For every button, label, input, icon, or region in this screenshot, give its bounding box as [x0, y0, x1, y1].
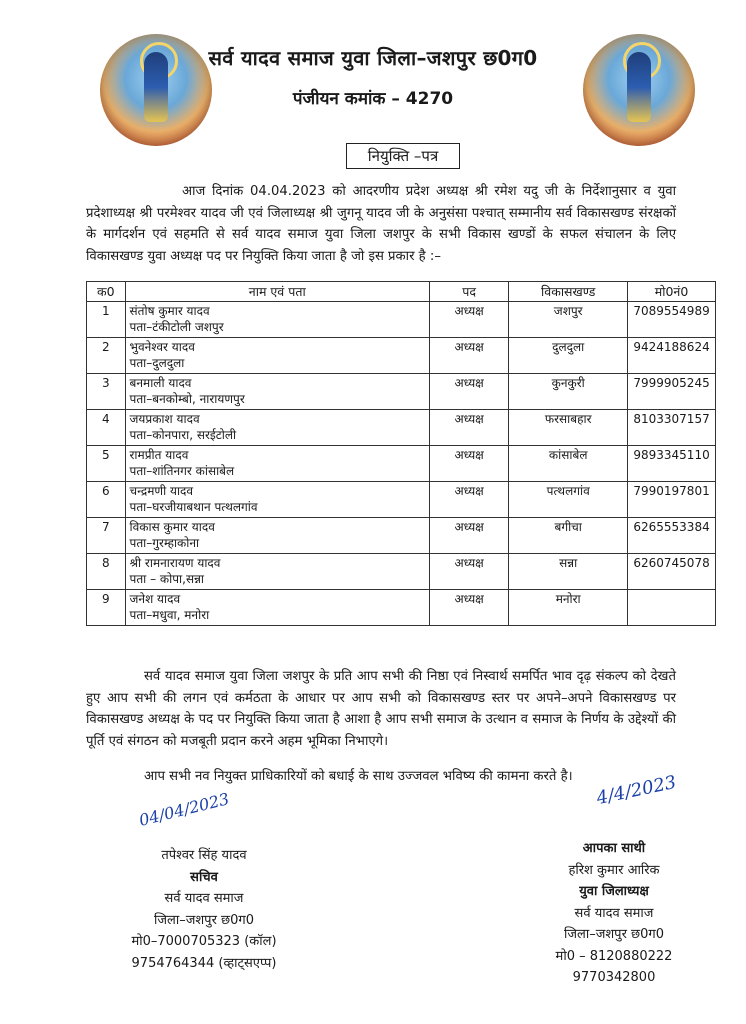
cell-block: कुनकुरी — [509, 374, 628, 410]
signatory-phone-whatsapp: 9754764344 (व्हाट्सएप्प) — [131, 955, 277, 971]
appointee-name: संतोष कुमार यादव — [129, 304, 210, 318]
cell-serial: 1 — [87, 302, 126, 338]
appointee-name: श्री रामनारायण यादव — [129, 556, 221, 570]
table-row — [87, 518, 716, 554]
cell-mobile: 6260745078 — [628, 554, 716, 590]
appointee-name: रामप्रीत यादव — [129, 448, 189, 462]
signatory-phone-1: मो0 – 8120880222 — [555, 948, 673, 964]
cell-post: अध्यक्ष — [429, 338, 508, 374]
appointee-name: भुवनेश्वर यादव — [129, 340, 195, 354]
cell-serial: 7 — [87, 518, 126, 554]
signatory-district: जिला–जशपुर छ0ग0 — [154, 912, 254, 928]
cell-mobile: 9424188624 — [628, 338, 716, 374]
signatory-phone-call: मो0–7000705323 (कॉल) — [131, 934, 277, 949]
cell-name-address — [125, 554, 429, 590]
cell-mobile: 7999905245 — [628, 374, 716, 410]
cell-mobile: 6265553384 — [628, 518, 716, 554]
table-row — [87, 590, 716, 626]
cell-mobile: 9893345110 — [628, 446, 716, 482]
appointee-address: पता–दुलदुला — [129, 356, 185, 370]
appointee-table — [86, 281, 716, 626]
cell-post: अध्यक्ष — [429, 482, 508, 518]
signatory-phone-2: 9770342800 — [572, 970, 656, 985]
cell-block: सन्ना — [509, 554, 628, 590]
handwritten-signature-left: 04/04/2023 — [137, 789, 232, 830]
letterhead-title: सर्व यादव समाज युवा जिला–जशपुर छ0ग0 — [208, 46, 538, 70]
cell-mobile: 7089554989 — [628, 302, 716, 338]
intro-paragraph: आज दिनांक 04.04.2023 को आदरणीय प्रदेश अध्यक्ष श्री रमेश यदु जी के निर्देशानुसार व युवा प्रदेशाध्यक्ष श्री परमेश्वर यादव जी एवं जिलाध्यक्ष श्री जुगनू यादव जी के अनुसंसा पश्चात् सम्मानीय सर्व विकासखण्ड संरक्षकों के मार्गदर्शन एवं सहमति से सर्व यादव समाज युवा जिला जशपुर के सभी विकास खण्डों के सफल संचालन के लिए विकासखण्ड युवा अध्यक्ष पद पर नियुक्ति किया जाता है जो इस प्रकार है :– — [86, 184, 676, 264]
cell-name-address — [125, 410, 429, 446]
appointee-address: पता – कोपा,सन्ना — [129, 572, 205, 586]
appointee-name: विकास कुमार यादव — [129, 520, 215, 534]
appointee-address: पता–टंकीटोली जशपुर — [129, 320, 224, 334]
cell-post: अध्यक्ष — [429, 446, 508, 482]
cell-post: अध्यक्ष — [429, 302, 508, 338]
cell-block: पत्थलगांव — [509, 482, 628, 518]
signatory-name: तपेश्वर सिंह यादव — [161, 848, 247, 863]
signatory-org: सर्व यादव समाज — [164, 891, 244, 906]
table-row — [87, 374, 716, 410]
cell-mobile: 8103307157 — [628, 410, 716, 446]
signatory-district: जिला–जशपुर छ0ग0 — [564, 927, 664, 942]
signatory-salutation: आपका साथी — [582, 841, 646, 856]
table-row — [87, 338, 716, 374]
signatory-block-left — [114, 845, 294, 974]
cell-serial: 2 — [87, 338, 126, 374]
signatory-block-right — [544, 838, 684, 989]
table-row — [87, 482, 716, 518]
table-row — [87, 410, 716, 446]
appointee-address: पता–गुरम्हाकोना — [129, 536, 200, 550]
cell-serial: 4 — [87, 410, 126, 446]
cell-post: अध्यक्ष — [429, 554, 508, 590]
cell-serial: 5 — [87, 446, 126, 482]
wishes-line: आप सभी नव नियुक्त प्राधिकारियों को बधाई के साथ उज्जवल भविष्य की कामना करते है। — [144, 769, 573, 784]
cell-post: अध्यक्ष — [429, 374, 508, 410]
cell-block: दुलदुला — [509, 338, 628, 374]
appointee-name: जयप्रकाश यादव — [129, 412, 200, 426]
signatory-designation: युवा जिलाध्यक्ष — [579, 884, 649, 899]
cell-name-address — [125, 446, 429, 482]
cell-name-address — [125, 482, 429, 518]
registration-number: पंजीयन कमांक – 4270 — [292, 89, 454, 109]
col-header-serial: क0 — [87, 282, 126, 302]
cell-name-address — [125, 374, 429, 410]
table-row — [87, 302, 716, 338]
cell-block: मनोरा — [509, 590, 628, 626]
cell-name-address — [125, 302, 429, 338]
cell-block: फरसाबहार — [509, 410, 628, 446]
table-header-row — [87, 282, 716, 302]
signatory-designation: सचिव — [190, 869, 218, 885]
cell-name-address — [125, 590, 429, 626]
cell-block: कांसाबेल — [509, 446, 628, 482]
cell-name-address — [125, 338, 429, 374]
cell-post: अध्यक्ष — [429, 518, 508, 554]
cell-post: अध्यक्ष — [429, 410, 508, 446]
col-header-post: पद — [429, 282, 508, 302]
appointee-name: चन्द्रमणी यादव — [129, 484, 194, 498]
appointee-address: पता–घरजीयाबथान पत्थलगांव — [129, 500, 258, 514]
subject-box: नियुक्ति –पत्र — [346, 143, 460, 169]
signatory-name: हरिश कुमार आरिक — [568, 862, 660, 878]
signatory-org: सर्व यादव समाज — [574, 905, 654, 921]
table-row — [87, 554, 716, 590]
cell-name-address — [125, 518, 429, 554]
appointee-address: पता–कोनपारा, सरईटोली — [129, 428, 237, 442]
table-row — [87, 446, 716, 482]
cell-post: अध्यक्ष — [429, 590, 508, 626]
closing-paragraph: सर्व यादव समाज युवा जिला जशपुर के प्रति आप सभी की निष्ठा एवं निस्वार्थ समर्पित भाव दृढ़ संकल्प को देखते हुए आप सभी की लगन एवं कर्मठता के आधार पर आप सभी को विकासखण्ड स्तर पर अपने–अपने विकासखण्ड पर विकासखण्ड अध्यक्ष के पद पर नियुक्ति किया जाता है आशा है आप सभी समाज के उत्थान व समाज के निर्णय के उद्देश्यों की पूर्ति एवं संगठन को मजबूती प्रदान करने अहम भूमिका निभाएगे। — [86, 669, 676, 749]
col-header-name: नाम एवं पता — [125, 282, 429, 302]
cell-mobile: 7990197801 — [628, 482, 716, 518]
cell-serial: 9 — [87, 590, 126, 626]
cell-serial: 3 — [87, 374, 126, 410]
appointee-address: पता–शांतिनगर कांसाबेल — [129, 464, 235, 478]
col-header-block: विकासखण्ड — [509, 282, 628, 302]
cell-block: जशपुर — [509, 302, 628, 338]
cell-serial: 6 — [87, 482, 126, 518]
cell-mobile — [628, 590, 716, 626]
cell-block: बगीचा — [509, 518, 628, 554]
appointee-address: पता–बनकोम्बो, नारायणपुर — [129, 392, 245, 406]
cell-serial: 8 — [87, 554, 126, 590]
handwritten-signature-right: 4/4/2023 — [594, 771, 679, 810]
appointee-name: जनेश यादव — [129, 592, 181, 606]
col-header-mobile: मो0नं0 — [628, 282, 716, 302]
appointee-address: पता–मधुवा, मनोरा — [129, 608, 210, 622]
appointee-name: बनमाली यादव — [129, 376, 192, 390]
